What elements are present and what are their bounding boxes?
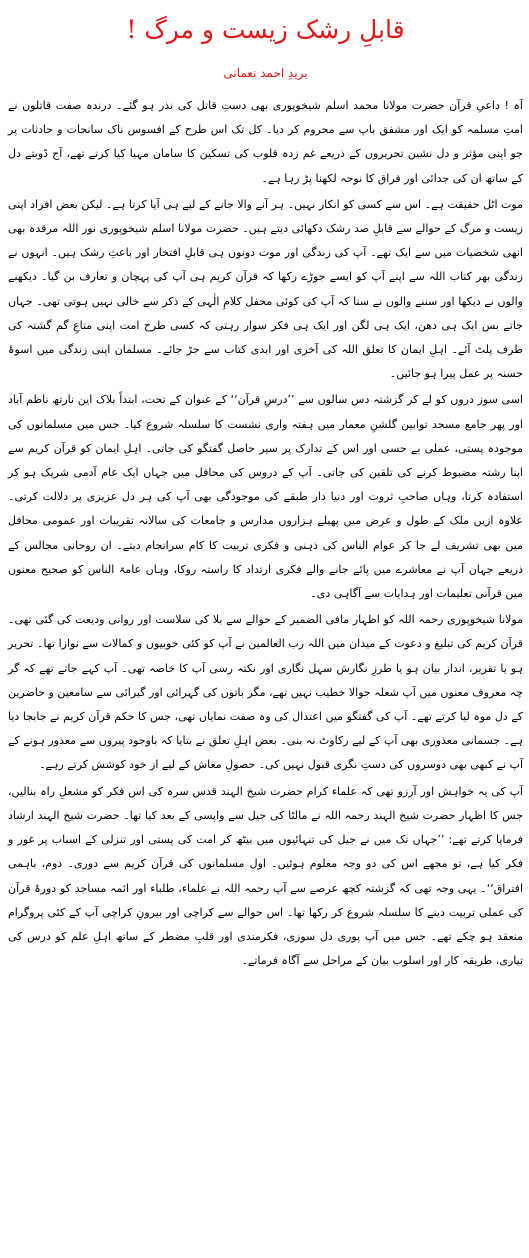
article-paragraph: موت اٹل حقیقت ہے۔ اس سے کسی کو انکار نہیں۔ ہر آنے والا جانے کے لیے ہی آیا کرتا ہے۔ لیکن بعض افراد اپنی زیست و مرگ کے حوالے سے قابلِ صد رشک دکھائی دیتے ہیں۔ حضرت مولانا اسلم شیخوپوری نور اللہ مرقدہ بھی انھی شخصیات میں سے ایک تھے۔ آپ کی زندگی اور موت دونوں ہی قابلِ افتخار اور باعثِ رشک ہیں۔ انہوں نے زندگی بھر کتاب اللہ سے اپنے آپ کو ایسے جوڑے رکھا کہ قرآن کریم ہی آپ کی پہچان و تعارف بن گیا۔ دیکھنے والوں نے دیکھا اور سننے والوں نے سنا کہ آپ کی کوئی محفل کلامِ الٰہی کے ذکر سے خالی نہیں ہوتی تھی۔ جہاں جاتے بس ایک ہی دھن، ایک ہی لگن اور ایک ہی فکر سوار رہتی کہ کسی طرح امت اپنی متاعِ گم گشتہ کی طرف پلٹ آئے۔ اہلِ ایمان کا تعلق اللہ کی آخری اور ابدی کتاب سے جڑ جائے۔ مسلمان اپنی زندگی میں اسوۂ حسنہ پر عمل پیرا ہو جائیں۔: [8, 197, 523, 381]
article-paragraph: اسی سوز دروں کو لے کر گزشتہ دس سالوں سے ’’درسِ قرآن‘‘ کے عنوان کے تحت، ابتداً بلاک این نارتھ ناظم آباد اور پھر جامع مسجد توابین گلشنِ معمار میں ہفتہ واری نشست کا سلسلہ شروع کیا۔ جس میں مسلمانوں کی موجودہ پستی، عملی بے حسی اور اس کے تدارک پر سیر حاصل گفتگو کی جاتی۔ اہلِ ایمان کو قرآن کریم سے اپنا رشتہ مضبوط کرنے کی تلقین کی جاتی۔ آپ کے دروس کی محافل میں جہاں ایک عام آدمی شریک ہو کر استفادہ کرتا، وہاں صاحبِ ثروت اور دنیا دار طبقے کی موجودگی بھی آپ کی ہر دل عزیزی پر دلالت کرتی۔ علاوہ ازیں ملک کے طول و عرض میں پھیلے ہزاروں مدارس و جامعات کی سالانہ تقریبات اور عمومی محافل میں بھی تشریف لے جا کر عوام الناس کی ذہنی و فکری تربیت کا کام سرانجام دیتے۔ ان روحانی مجالس کے ذریعے جہاں آپ نے معاشرے میں پائے جانے والے فکری ارتداد کا راستہ روکا، وہاں عامۃ الناس کو صحیح معنوں میں قرآنی تعلیمات اور ہدایات سے آگاہی دی۔: [8, 393, 523, 601]
article-paragraph: مولانا شیخوپوری رحمہ اللہ کو اظہار مافی الضمیر کے حوالے سے بلا کی سلاست اور روانی ودیعت کی گئی تھی۔ قرآن کریم کی تبلیغ و دعوت کے میدان میں اللہ رب العالمین نے آپ کو کئی خوبیوں و کمالات سے نوازا تھا۔ تحریر ہو یا تقریر، انداز بیان ہو یا طرزِ نگارش سہل نگاری اور نکتہ رسی آپ کا خاصہ تھی۔ آپ کہے جاتے تھے کہ گر چہ معروف معنوں میں آپ شعلہ جوالا خطیب نہیں تھے، مگر باتوں کی گہرائی اور گیرائی سے سامعین و حاضرین کے دل موہ لیا کرتے تھے۔ آپ کی گفتگو میں اعتدال کی وہ صفت نمایاں تھی، جس کا حکم قرآن کریم نے جابجا دیا ہے۔ جسمانی معذوری بھی آپ کے لیے رکاوٹ نہ بنی۔ بعض اہلِ تعلق نے بتایا کہ باوجود پیروں سے معذور ہونے کے آپ نے کبھی بھی دوسروں کی دستِ نگری قبول نہیں کی۔ حصولِ معاش کے لیے از خود کوشش کرتے رہے۔: [8, 613, 523, 772]
article-paragraph: آہ ! داعیِ قرآن حضرت مولانا محمد اسلم شیخوپوری بھی دستِ قاتل کی نذر ہو گئے۔ درندہ صفت قاتلوں نے امتِ مسلمہ کو ایک اور مشفق باپ سے محروم کر دیا۔ کل تک اس طرح کے افسوس ناک سانحات و حادثات پر جو اپنی مؤثر و دل نشین تحریروں کے ذریعے غم زدہ قلوب کی تسکین کا سامان مہیا کیا کرتے تھے، آج ڈوبتے دل کے ساتھ ان کی جدائی اور فراق کا نوحہ لکھنا پڑ رہا ہے۔: [8, 99, 523, 185]
article-body: [8, 94, 523, 973]
article-byline: بریدِ احمد نعمانی: [223, 66, 308, 80]
article-title: قابلِ رشک زیست و مرگ !: [126, 15, 405, 44]
article-paragraph: آپ کی یہ خواہش اور آرزو تھی کہ علماء کرام حضرت شیخ الہند قدس سرہ کی اس فکر کو مشعلِ راہ بنالیں، جس کا اظہار حضرت شیخ الہند رحمہ اللہ نے مالٹا کی جیل سے واپسی کے بعد کیا تھا۔ حضرت شیخ الہند ارشاد فرمایا کرتے تھے: ’’جہاں تک میں نے جیل کی تنہائیوں میں بیٹھ کر امت کی پستی اور تنزلی کے اسباب پر غور و فکر کیا ہے، تو مجھے اس کی دو وجہ معلوم ہوئیں۔ اول مسلمانوں کی قرآن کریم سے دوری۔ دوم، باہمی افتراق‘‘۔ یہی وجہ تھی کہ گزشتہ کچھ عرصے سے آپ رحمہ اللہ نے علماء، طلباء اور ائمہ مساجد کو دورۂ قرآن کی عملی تربیت دینے کا سلسلہ شروع کر رکھا تھا۔ اس حوالے سے کراچی اور بیرونِ کراچی آپ کے کئی پروگرام منعقد ہو چکے تھے۔ جس میں آپ پوری دل سوزی، فکرمندی اور قلبِ مضطر کے ساتھ اہلِ علم کو درس کی تیاری، طریقہ کار اور اسلوب بیان کے مراحل سے آگاہ فرماتے۔: [8, 784, 523, 968]
